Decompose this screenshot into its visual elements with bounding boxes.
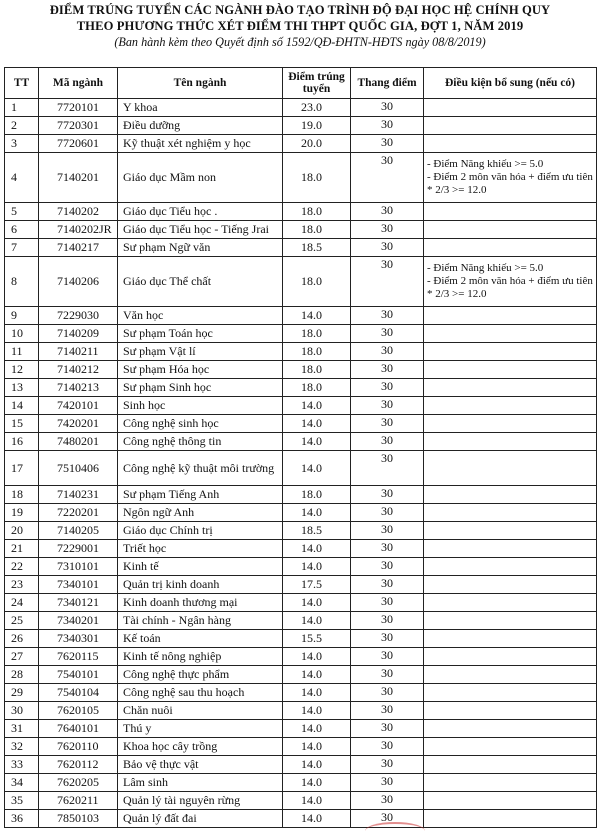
score-scale: 30 <box>351 343 424 361</box>
additional-conditions <box>424 451 597 486</box>
table-row <box>5 504 597 522</box>
table-row <box>5 433 597 451</box>
additional-conditions <box>424 361 597 379</box>
additional-conditions <box>424 135 597 153</box>
major-name: Bảo vệ thực vật <box>118 756 283 774</box>
additional-conditions <box>424 239 597 257</box>
admission-score: 14.0 <box>283 756 351 774</box>
additional-conditions <box>424 720 597 738</box>
major-code: 7220201 <box>39 504 118 522</box>
table-row <box>5 415 597 433</box>
row-number: 9 <box>5 307 39 325</box>
table-row <box>5 257 597 307</box>
additional-conditions <box>424 756 597 774</box>
table-row <box>5 666 597 684</box>
row-number: 21 <box>5 540 39 558</box>
major-code: 7640101 <box>39 720 118 738</box>
major-name: Sư phạm Tiếng Anh <box>118 486 283 504</box>
row-number: 28 <box>5 666 39 684</box>
major-code: 7540101 <box>39 666 118 684</box>
score-scale: 30 <box>351 738 424 756</box>
table-row <box>5 738 597 756</box>
score-scale: 30 <box>351 153 424 203</box>
additional-conditions <box>424 540 597 558</box>
row-number: 20 <box>5 522 39 540</box>
additional-conditions <box>424 594 597 612</box>
admission-score: 14.0 <box>283 612 351 630</box>
major-name: Triết học <box>118 540 283 558</box>
major-name: Quản trị kinh doanh <box>118 576 283 594</box>
admission-score: 18.0 <box>283 325 351 343</box>
additional-conditions <box>424 630 597 648</box>
score-scale: 30 <box>351 648 424 666</box>
red-seal-fragment <box>365 822 425 840</box>
row-number: 35 <box>5 792 39 810</box>
admission-score: 14.0 <box>283 433 351 451</box>
major-name: Ngôn ngữ Anh <box>118 504 283 522</box>
admission-score: 14.0 <box>283 720 351 738</box>
additional-conditions <box>424 307 597 325</box>
condition-line: - Điểm 2 môn văn hóa + điểm ưu tiên * 2/3 >= 12.0 <box>427 275 593 300</box>
major-code: 7850103 <box>39 810 118 828</box>
major-name: Quản lý đất đai <box>118 810 283 828</box>
score-scale: 30 <box>351 486 424 504</box>
score-scale: 30 <box>351 684 424 702</box>
row-number: 22 <box>5 558 39 576</box>
row-number: 7 <box>5 239 39 257</box>
additional-conditions <box>424 702 597 720</box>
score-scale: 30 <box>351 576 424 594</box>
major-code: 7720601 <box>39 135 118 153</box>
major-code: 7480201 <box>39 433 118 451</box>
admission-score: 14.0 <box>283 792 351 810</box>
major-code: 7620205 <box>39 774 118 792</box>
major-code: 7140212 <box>39 361 118 379</box>
major-name: Sư phạm Ngữ văn <box>118 239 283 257</box>
score-scale: 30 <box>351 756 424 774</box>
table-row <box>5 361 597 379</box>
major-name: Kinh tế nông nghiệp <box>118 648 283 666</box>
major-name: Giáo dục Tiểu học . <box>118 203 283 221</box>
major-name: Văn học <box>118 307 283 325</box>
major-code: 7420101 <box>39 397 118 415</box>
header-score: Điểm trúng tuyển <box>283 68 351 99</box>
table-row <box>5 576 597 594</box>
major-name: Sư phạm Vật lí <box>118 343 283 361</box>
admission-score: 14.0 <box>283 702 351 720</box>
row-number: 10 <box>5 325 39 343</box>
table-row <box>5 630 597 648</box>
additional-conditions <box>424 325 597 343</box>
score-scale: 30 <box>351 257 424 307</box>
table-body <box>5 99 597 828</box>
major-code: 7340121 <box>39 594 118 612</box>
score-scale: 30 <box>351 117 424 135</box>
score-scale: 30 <box>351 594 424 612</box>
score-scale: 30 <box>351 702 424 720</box>
table-row <box>5 720 597 738</box>
admission-score: 18.0 <box>283 257 351 307</box>
additional-conditions <box>424 117 597 135</box>
row-number: 31 <box>5 720 39 738</box>
table-row <box>5 558 597 576</box>
major-code: 7140211 <box>39 343 118 361</box>
admission-score: 18.0 <box>283 361 351 379</box>
major-name: Công nghệ kỹ thuật môi trường <box>118 451 283 486</box>
major-code: 7229001 <box>39 540 118 558</box>
major-name: Tài chính - Ngân hàng <box>118 612 283 630</box>
additional-conditions <box>424 397 597 415</box>
major-name: Kỹ thuật xét nghiệm y học <box>118 135 283 153</box>
major-name: Công nghệ sinh học <box>118 415 283 433</box>
table-row <box>5 756 597 774</box>
table-row <box>5 684 597 702</box>
row-number: 34 <box>5 774 39 792</box>
row-number: 3 <box>5 135 39 153</box>
additional-conditions <box>424 221 597 239</box>
score-scale: 30 <box>351 720 424 738</box>
score-scale: 30 <box>351 612 424 630</box>
major-code: 7620112 <box>39 756 118 774</box>
row-number: 29 <box>5 684 39 702</box>
major-code: 7140201 <box>39 153 118 203</box>
major-name: Giáo dục Thể chất <box>118 257 283 307</box>
admission-score: 14.0 <box>283 684 351 702</box>
admission-score: 18.0 <box>283 379 351 397</box>
table-row <box>5 135 597 153</box>
major-code: 7140202JR <box>39 221 118 239</box>
table-row <box>5 117 597 135</box>
major-name: Giáo dục Tiểu học - Tiếng Jrai <box>118 221 283 239</box>
additional-conditions <box>424 576 597 594</box>
table-row <box>5 810 597 828</box>
condition-line: - Điểm Năng khiếu >= 5.0 <box>427 158 544 170</box>
major-name: Thú y <box>118 720 283 738</box>
table-row <box>5 325 597 343</box>
admission-score: 18.0 <box>283 153 351 203</box>
table-row <box>5 99 597 117</box>
additional-conditions <box>424 99 597 117</box>
major-code: 7620115 <box>39 648 118 666</box>
table-row <box>5 203 597 221</box>
table-row <box>5 774 597 792</box>
row-number: 4 <box>5 153 39 203</box>
score-scale: 30 <box>351 451 424 486</box>
major-code: 7720301 <box>39 117 118 135</box>
score-scale: 30 <box>351 325 424 343</box>
admission-score: 14.0 <box>283 666 351 684</box>
table-row <box>5 540 597 558</box>
score-scale: 30 <box>351 415 424 433</box>
row-number: 23 <box>5 576 39 594</box>
additional-conditions <box>424 648 597 666</box>
table-row <box>5 792 597 810</box>
score-scale: 30 <box>351 558 424 576</box>
score-scale: 30 <box>351 379 424 397</box>
admission-score: 18.0 <box>283 221 351 239</box>
major-name: Điều dưỡng <box>118 117 283 135</box>
admission-score: 18.0 <box>283 203 351 221</box>
row-number: 30 <box>5 702 39 720</box>
admission-score: 14.0 <box>283 540 351 558</box>
title-line-1: ĐIỂM TRÚNG TUYỂN CÁC NGÀNH ĐÀO TẠO TRÌNH ĐỘ ĐẠI HỌC HỆ CHÍNH QUY <box>49 3 551 17</box>
score-scale: 30 <box>351 522 424 540</box>
admission-score: 14.0 <box>283 774 351 792</box>
row-number: 2 <box>5 117 39 135</box>
row-number: 27 <box>5 648 39 666</box>
table-row <box>5 153 597 203</box>
row-number: 32 <box>5 738 39 756</box>
major-code: 7140231 <box>39 486 118 504</box>
additional-conditions <box>424 612 597 630</box>
major-code: 7540104 <box>39 684 118 702</box>
table-row <box>5 522 597 540</box>
row-number: 16 <box>5 433 39 451</box>
major-code: 7720101 <box>39 99 118 117</box>
major-name: Khoa học cây trồng <box>118 738 283 756</box>
condition-line: - Điểm 2 môn văn hóa + điểm ưu tiên * 2/3 >= 12.0 <box>427 171 593 196</box>
table-row <box>5 379 597 397</box>
additional-conditions <box>424 810 597 828</box>
score-scale: 30 <box>351 504 424 522</box>
table-row <box>5 594 597 612</box>
table-row <box>5 221 597 239</box>
decision-reference: (Ban hành kèm theo Quyết định số 1592/QĐ-ĐHTN-HĐTS ngày 08/8/2019) <box>114 35 486 49</box>
major-code: 7140205 <box>39 522 118 540</box>
major-name: Giáo dục Mầm non <box>118 153 283 203</box>
major-name: Giáo dục Chính trị <box>118 522 283 540</box>
row-number: 11 <box>5 343 39 361</box>
admission-score: 14.0 <box>283 307 351 325</box>
major-code: 7340101 <box>39 576 118 594</box>
additional-conditions <box>424 257 597 307</box>
row-number: 18 <box>5 486 39 504</box>
major-code: 7140213 <box>39 379 118 397</box>
major-code: 7140217 <box>39 239 118 257</box>
major-code: 7620110 <box>39 738 118 756</box>
table-row <box>5 397 597 415</box>
major-code: 7340301 <box>39 630 118 648</box>
additional-conditions <box>424 684 597 702</box>
condition-line: - Điểm Năng khiếu >= 5.0 <box>427 262 544 274</box>
major-code: 7510406 <box>39 451 118 486</box>
major-name: Y khoa <box>118 99 283 117</box>
document-header <box>0 2 600 51</box>
row-number: 36 <box>5 810 39 828</box>
score-scale: 30 <box>351 99 424 117</box>
major-code: 7420201 <box>39 415 118 433</box>
table-row <box>5 648 597 666</box>
table-row <box>5 307 597 325</box>
additional-conditions <box>424 792 597 810</box>
major-name: Sinh học <box>118 397 283 415</box>
admission-score: 14.0 <box>283 810 351 828</box>
major-code: 7620211 <box>39 792 118 810</box>
major-name: Sư phạm Toán học <box>118 325 283 343</box>
row-number: 26 <box>5 630 39 648</box>
major-code: 7620105 <box>39 702 118 720</box>
admission-score: 15.5 <box>283 630 351 648</box>
admission-score: 18.5 <box>283 239 351 257</box>
row-number: 15 <box>5 415 39 433</box>
score-scale: 30 <box>351 792 424 810</box>
row-number: 8 <box>5 257 39 307</box>
score-scale: 30 <box>351 397 424 415</box>
table-row <box>5 239 597 257</box>
score-scale: 30 <box>351 540 424 558</box>
admission-score: 14.0 <box>283 451 351 486</box>
admission-score: 14.0 <box>283 648 351 666</box>
major-name: Kế toán <box>118 630 283 648</box>
table-row <box>5 451 597 486</box>
additional-conditions <box>424 666 597 684</box>
additional-conditions <box>424 203 597 221</box>
score-scale: 30 <box>351 361 424 379</box>
admission-score: 19.0 <box>283 117 351 135</box>
major-name: Công nghệ thực phẩm <box>118 666 283 684</box>
row-number: 24 <box>5 594 39 612</box>
additional-conditions <box>424 379 597 397</box>
score-scale: 30 <box>351 630 424 648</box>
major-name: Kinh doanh thương mại <box>118 594 283 612</box>
row-number: 5 <box>5 203 39 221</box>
major-name: Quản lý tài nguyên rừng <box>118 792 283 810</box>
header-scale: Thang điểm <box>351 68 424 99</box>
admission-score: 14.0 <box>283 415 351 433</box>
major-code: 7140202 <box>39 203 118 221</box>
major-name: Sư phạm Sinh học <box>118 379 283 397</box>
table-row <box>5 702 597 720</box>
table-row <box>5 612 597 630</box>
row-number: 13 <box>5 379 39 397</box>
table-row <box>5 486 597 504</box>
table-row <box>5 343 597 361</box>
score-scale: 30 <box>351 666 424 684</box>
table-header-row <box>5 68 597 99</box>
admission-scores-table <box>4 67 597 828</box>
row-number: 12 <box>5 361 39 379</box>
row-number: 33 <box>5 756 39 774</box>
major-name: Sư phạm Hóa học <box>118 361 283 379</box>
additional-conditions <box>424 486 597 504</box>
major-name: Chăn nuôi <box>118 702 283 720</box>
additional-conditions <box>424 504 597 522</box>
admission-score: 18.0 <box>283 343 351 361</box>
major-name: Kinh tế <box>118 558 283 576</box>
admission-score: 14.0 <box>283 558 351 576</box>
major-name: Công nghệ thông tin <box>118 433 283 451</box>
major-name: Công nghệ sau thu hoạch <box>118 684 283 702</box>
score-scale: 30 <box>351 774 424 792</box>
header-name: Tên ngành <box>118 68 283 99</box>
additional-conditions <box>424 558 597 576</box>
admission-score: 20.0 <box>283 135 351 153</box>
score-scale: 30 <box>351 307 424 325</box>
row-number: 25 <box>5 612 39 630</box>
row-number: 14 <box>5 397 39 415</box>
score-scale: 30 <box>351 239 424 257</box>
score-scale: 30 <box>351 203 424 221</box>
score-scale: 30 <box>351 221 424 239</box>
major-code: 7140206 <box>39 257 118 307</box>
additional-conditions <box>424 415 597 433</box>
row-number: 1 <box>5 99 39 117</box>
admission-score: 18.5 <box>283 522 351 540</box>
row-number: 6 <box>5 221 39 239</box>
score-scale: 30 <box>351 135 424 153</box>
admission-score: 14.0 <box>283 504 351 522</box>
major-name: Lâm sinh <box>118 774 283 792</box>
additional-conditions <box>424 522 597 540</box>
admission-score: 14.0 <box>283 397 351 415</box>
major-code: 7310101 <box>39 558 118 576</box>
header-conditions: Điều kiện bổ sung (nếu có) <box>424 68 597 99</box>
score-scale: 30 <box>351 810 424 828</box>
additional-conditions <box>424 343 597 361</box>
admission-score: 14.0 <box>283 738 351 756</box>
header-code: Mã ngành <box>39 68 118 99</box>
row-number: 17 <box>5 451 39 486</box>
admission-score: 17.5 <box>283 576 351 594</box>
admission-score: 23.0 <box>283 99 351 117</box>
admission-score: 18.0 <box>283 486 351 504</box>
additional-conditions <box>424 153 597 203</box>
title-line-2: THEO PHƯƠNG THỨC XÉT ĐIỂM THI THPT QUỐC GIA, ĐỢT 1, NĂM 2019 <box>76 19 524 33</box>
major-code: 7340201 <box>39 612 118 630</box>
major-code: 7140209 <box>39 325 118 343</box>
additional-conditions <box>424 774 597 792</box>
header-tt: TT <box>5 68 39 99</box>
major-code: 7229030 <box>39 307 118 325</box>
admission-score: 14.0 <box>283 594 351 612</box>
additional-conditions <box>424 433 597 451</box>
score-scale: 30 <box>351 433 424 451</box>
row-number: 19 <box>5 504 39 522</box>
additional-conditions <box>424 738 597 756</box>
